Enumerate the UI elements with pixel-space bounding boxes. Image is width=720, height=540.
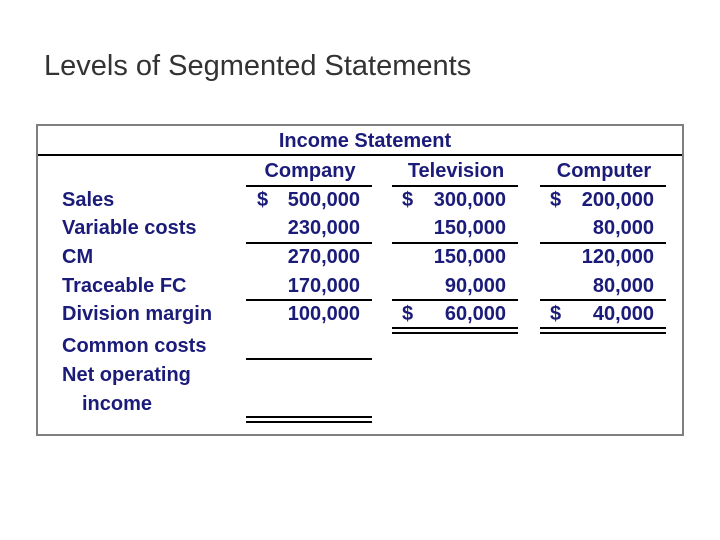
row-label-division-margin: Division margin <box>62 303 213 325</box>
computer-header-underline <box>540 185 666 187</box>
television-margin-dollar-sign: $ <box>402 303 414 325</box>
television-division-margin-value: 60,000 <box>444 303 506 325</box>
company-common-costs-line <box>246 358 372 360</box>
television-margin-line <box>392 299 518 301</box>
row-label-variable-costs: Variable costs <box>62 217 197 239</box>
row-label-net-operating: Net operating <box>62 364 191 386</box>
row-label-cm: CM <box>62 246 94 268</box>
computer-cm-value: 120,000 <box>581 246 654 268</box>
company-traceable-fc-value: 170,000 <box>287 275 360 297</box>
row-label-traceable-fc: Traceable FC <box>62 275 187 297</box>
computer-variable-costs-value: 80,000 <box>592 217 654 239</box>
computer-total-double-line <box>540 327 666 334</box>
row-label-sales: Sales <box>62 189 115 211</box>
company-division-margin-value: 100,000 <box>287 303 360 325</box>
heading-divider <box>38 154 682 156</box>
computer-division-margin-value: 40,000 <box>592 303 654 325</box>
computer-sales-dollar-sign: $ <box>550 189 562 211</box>
computer-margin-dollar-sign: $ <box>550 303 562 325</box>
computer-margin-line <box>540 299 666 301</box>
company-subtotal-line <box>246 242 372 244</box>
computer-sales-value: 200,000 <box>581 189 654 211</box>
television-variable-costs-value: 150,000 <box>433 217 506 239</box>
computer-subtotal-line <box>540 242 666 244</box>
company-sales-dollar-sign: $ <box>257 189 269 211</box>
column-header-television: Television <box>407 160 505 182</box>
television-sales-dollar-sign: $ <box>402 189 414 211</box>
television-total-double-line <box>392 327 518 334</box>
statement-heading: Income Statement <box>278 130 452 152</box>
company-margin-line <box>246 299 372 301</box>
row-label-income: income <box>82 393 153 415</box>
company-header-underline <box>246 185 372 187</box>
company-cm-value: 270,000 <box>287 246 360 268</box>
television-cm-value: 150,000 <box>433 246 506 268</box>
television-subtotal-line <box>392 242 518 244</box>
computer-traceable-fc-value: 80,000 <box>592 275 654 297</box>
income-statement-table <box>36 124 684 436</box>
column-header-computer: Computer <box>556 160 652 182</box>
row-label-common-costs: Common costs <box>62 335 207 357</box>
television-header-underline <box>392 185 518 187</box>
company-net-income-double-line <box>246 416 372 423</box>
column-header-company: Company <box>264 160 356 182</box>
company-sales-value: 500,000 <box>287 189 360 211</box>
company-variable-costs-value: 230,000 <box>287 217 360 239</box>
television-sales-value: 300,000 <box>433 189 506 211</box>
television-traceable-fc-value: 90,000 <box>444 275 506 297</box>
slide-title: Levels of Segmented Statements <box>44 50 472 82</box>
